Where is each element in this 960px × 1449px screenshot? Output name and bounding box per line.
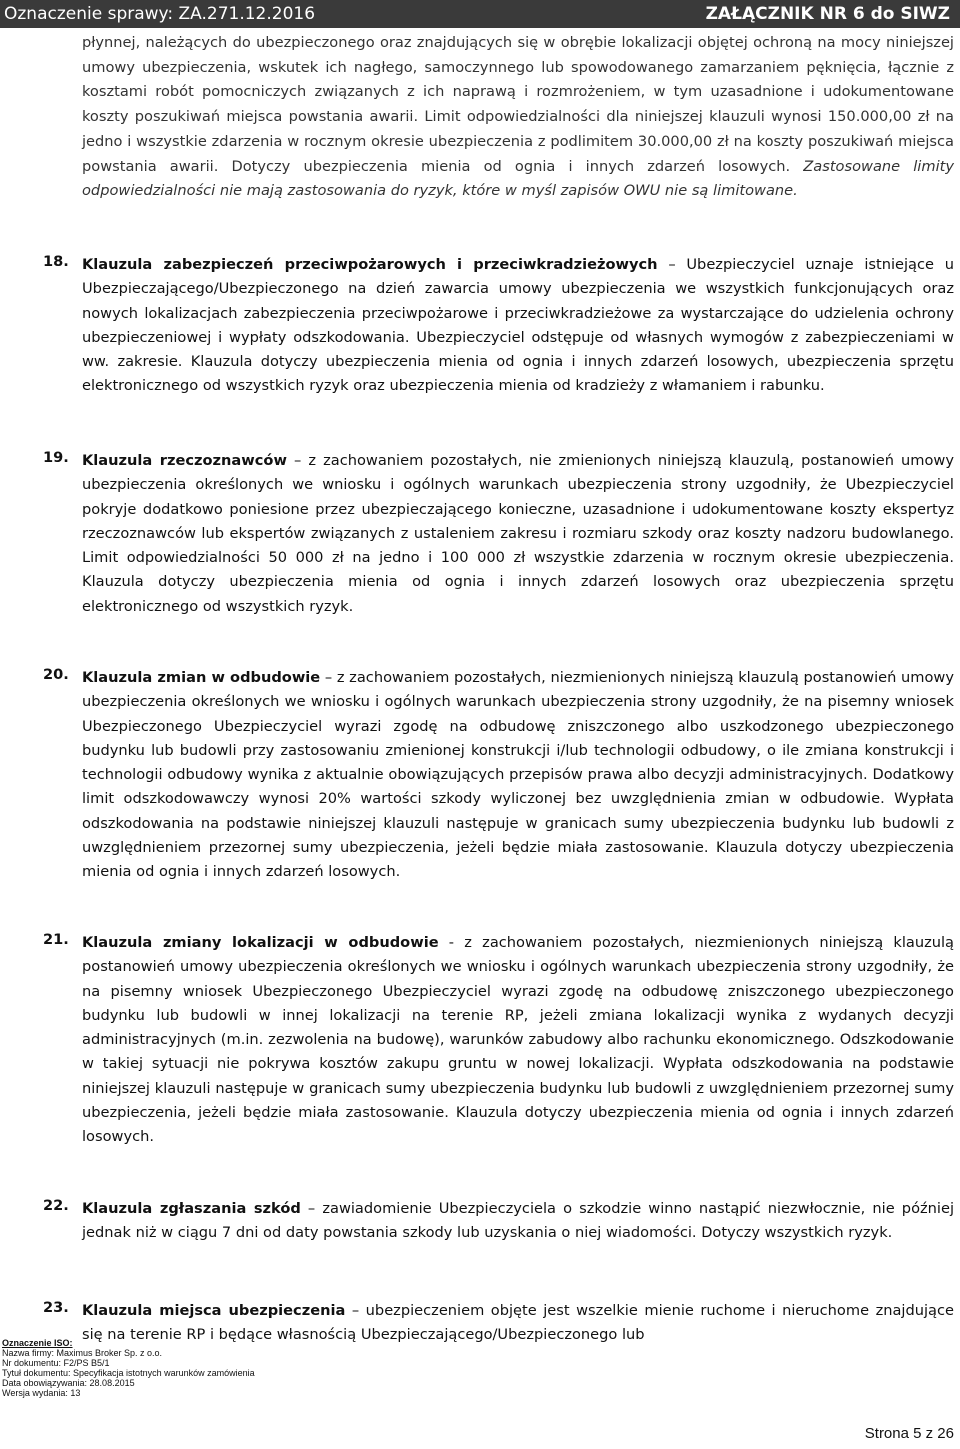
footer-line-company: Nazwa firmy: Maximus Broker Sp. z o.o. <box>2 1348 163 1358</box>
clause-title: Klauzula zmiany lokalizacji w odbudowie <box>82 934 439 951</box>
intro-text: płynnej, należących do ubezpieczonego oraz znajdujących się w obrębie lokalizacji objętej ochroną na mocy niniejszej umowy ubezpieczenia, wskutek ich nagłego, samoczynnego lub spowodowanego zamarzaniem pęknięcia, łącznie z kosztami robót pomocniczych związanych z ich naprawą i rozmrożeniem, w tym uzasadnione i udokumentowane koszty poszukiwań miejsca powstania awarii. Limit odpowiedzialności dla niniejszej klauzuli wynosi 150.000,00 zł na jedno i wszystkie zdarzenia w rocznym okresie ubezpieczenia z podlimitem 30.000,00 zł na koszty poszukiwań miejsca powstania awarii. Dotyczy ubezpieczenia mienia od ognia i innych zdarzeń losowych. <box>82 34 954 175</box>
clause-20 <box>82 666 954 885</box>
clause-22 <box>82 1197 954 1246</box>
clause-title: Klauzula rzeczoznawców <box>82 452 287 469</box>
attachment-label: ZAŁĄCZNIK NR 6 do SIWZ <box>705 4 950 24</box>
footer-line-doc-title: Tytuł dokumentu: Specyfikacja istotnych warunków zamówienia <box>2 1368 255 1378</box>
clause-number: 23. <box>43 1299 69 1316</box>
intro-italic-note: Zastosowane limity odpowiedzialności nie mają zastosowania do ryzyk, które w myśl zapisów OWU nie są limitowane. <box>82 157 954 200</box>
clause-number: 21. <box>43 931 69 948</box>
clause-title: Klauzula zmian w odbudowie <box>82 669 321 686</box>
footer-line-doc-number: Nr dokumentu: F2/PS B5/1 <box>2 1358 110 1368</box>
iso-label: Oznaczenie ISO: <box>2 1338 73 1348</box>
document-header <box>0 0 960 28</box>
clause-title: Klauzula miejsca ubezpieczenia <box>82 1302 346 1319</box>
footer-line-valid-date: Data obowiązywania: 28.08.2015 <box>2 1378 135 1388</box>
clause-title: Klauzula zgłaszania szkód <box>82 1200 301 1217</box>
clause-number: 18. <box>43 253 69 270</box>
clause-19 <box>82 449 954 619</box>
clause-body: - z zachowaniem pozostałych, niezmienionych niniejszą klauzulą postanowień umowy ubezpieczenia określonych we wniosku i ogólnych warunkach ubezpieczenia strony uzgodniły, że na pisemny wniosek Ubezpieczonego Ubezpieczyciel wyrazi zgodę na odbudowę zniszczonego ubezpieczonego budynku lub budowli w innej lokalizacji na terenie RP, jeżeli zmiana lokalizacji wynika z wydanych decyzji administracyjnych (m.in. zezwolenia na budowę), warunków zabudowy albo rachunku ekonomicznego. Odszkodowanie w takiej sytuacji nie pokrywa kosztów zakupu gruntu w nowej lokalizacji. Wypłata odszkodowania na podstawie niniejszej klauzuli następuje w granicach sumy ubezpieczenia budynku lub budowli z uwzględnieniem przezornej sumy ubezpieczenia, jeżeli będzie miała zastosowanie. Klauzula dotyczy ubezpieczenia mienia od ognia i innych zdarzeń losowych. <box>82 934 954 1146</box>
clause-body: – z zachowaniem pozostałych, nie zmienionych niniejszą klauzulą, postanowień umowy ubezpieczenia określonych we wniosku i ogólnych warunkach ubezpieczenia strony uzgodniły, że Ubezpieczyciel pokryje dodatkowo poniesione przez ubezpieczającego konieczne, uzasadnione i udokumentowane koszty ekspertyz rzeczoznawców lub ekspertów związanych z ustaleniem zakresu i rozmiaru szkody oraz koszty nadzoru budowlanego. Limit odpowiedzialności 50 000 zł na jedno i 100 000 zł wszystkie zdarzenia w rocznym okresie ubezpieczenia. Klauzula dotyczy ubezpieczenia mienia od ognia i innych zdarzeń losowych oraz ubezpieczenia sprzętu elektronicznego od wszystkich ryzyk. <box>82 452 955 615</box>
clause-body: – ubezpieczeniem objęte jest wszelkie mienie ruchome i nieruchome znajdujące się na terenie RP i będące własnością Ubezpieczającego/Ubezpieczonego lub <box>82 1302 954 1344</box>
clause-number: 20. <box>43 666 69 683</box>
clause-title: Klauzula zabezpieczeń przeciwpożarowych i przeciwkradzieżowych <box>82 256 658 273</box>
clause-body: – z zachowaniem pozostałych, niezmienionych niniejszą klauzulą postanowień umowy ubezpieczenia określonych we wniosku i ogólnych warunkach ubezpieczenia strony uzgodniły, że na pisemny wniosek Ubezpieczonego Ubezpieczyciel wyrazi zgodę na odbudowę zniszczonego albo uszkodzonego ubezpieczonego budynku lub budowli przy zastosowaniu zmienionej konstrukcji i/lub technologii odbudowy, o ile zmiana konstrukcji i technologii odbudowy wynika z aktualnie obowiązujących przepisów prawa albo decyzji administracyjnych. Dodatkowy limit odszkodowawczy wynosi 20% wartości szkody wyliczonej bez uwzględnienia zmian w odbudowie. Wypłata odszkodowania na podstawie niniejszej klauzuli następuje w granicach sumy ubezpieczenia budynku lub budowli z uwzględnieniem przezornej sumy ubezpieczenia, jeżeli będzie miała zastosowanie. Klauzula dotyczy ubezpieczenia mienia od ognia i innych zdarzeń losowych. <box>82 669 954 881</box>
clause-21 <box>82 931 954 1150</box>
clause-body: – Ubezpieczyciel uznaje istniejące u Ubezpieczającego/Ubezpieczonego na dzień zawarcia umowy ubezpieczenia we wszystkich funkcjonujących oraz nowych lokalizacjach zabezpieczenia przeciwpożarowe i przeciwkradzieżowe za wystarczające do udzielenia ochrony ubezpieczeniowej i wypłaty odszkodowania. Ubezpieczyciel odstępuje od własnych wymogów z zabezpieczeniami w ww. zakresie. Klauzula dotyczy ubezpieczenia mienia od ognia i innych zdarzeń losowych, ubezpieczenia sprzętu elektronicznego od wszystkich ryzyk oraz ubezpieczenia mienia od kradzieży z włamaniem i rabunku. <box>82 256 954 395</box>
clause-body: – zawiadomienie Ubezpieczyciela o szkodzie winno nastąpić niezwłocznie, nie później jednak niż w ciągu 7 dni od daty powstania szkody lub uzyskania o niej wiadomości. Dotyczy wszystkich ryzyk. <box>82 1200 954 1242</box>
intro-paragraph <box>82 31 954 204</box>
document-footer <box>2 1338 402 1398</box>
case-number: Oznaczenie sprawy: ZA.271.12.2016 <box>4 4 316 24</box>
footer-line-version: Wersja wydania: 13 <box>2 1388 81 1398</box>
page-number: Strona 5 z 26 <box>864 1425 954 1442</box>
clause-number: 19. <box>43 449 69 466</box>
clause-number: 22. <box>43 1197 69 1214</box>
clause-18 <box>82 253 954 399</box>
